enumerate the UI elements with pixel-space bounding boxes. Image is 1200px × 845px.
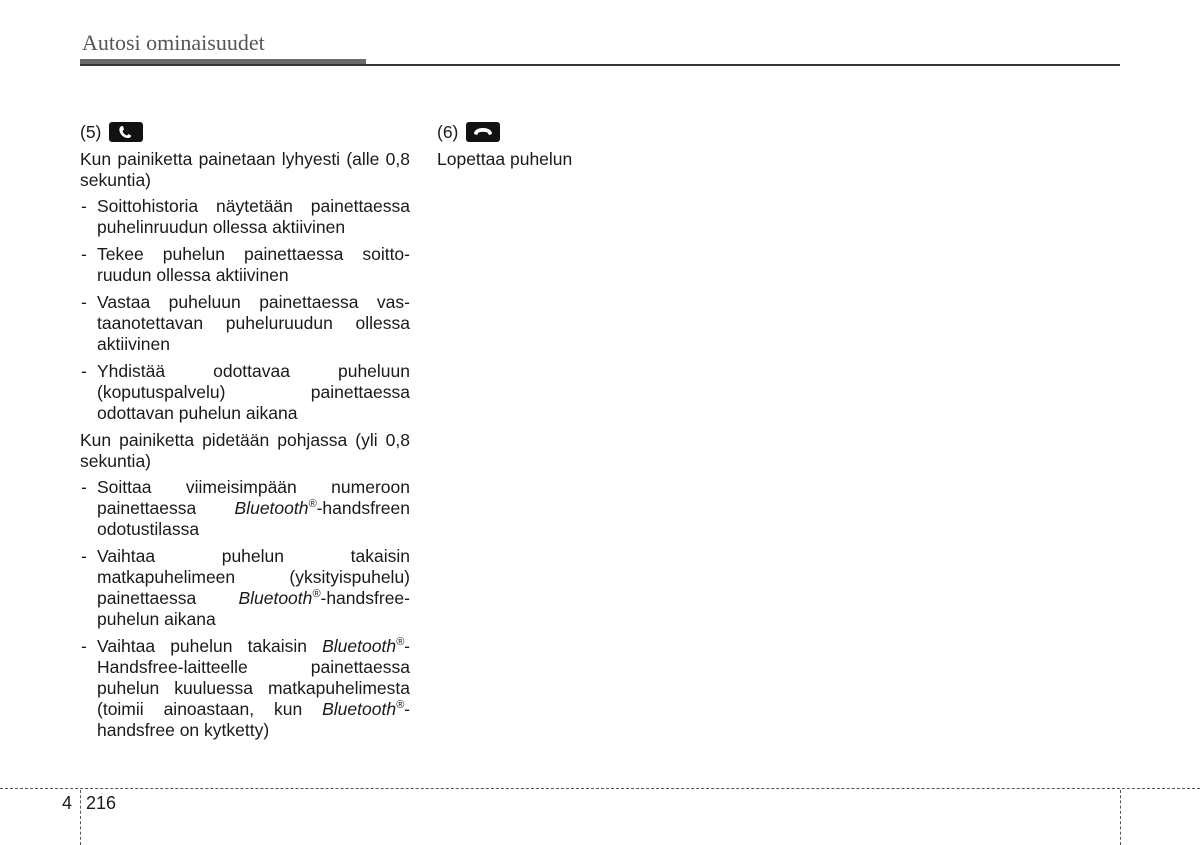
right-column xyxy=(437,120,767,175)
button-5-label: (5) xyxy=(80,121,102,142)
button-5-heading xyxy=(80,120,410,144)
long-press-heading: Kun painiketta pidetään pohjassa (yli 0,8 sekuntia) xyxy=(80,430,410,471)
list-item: - Vaihtaa puhelun takaisin matkapuhelimeen (yksityispuhelu) painettaessa Bluetooth®-handsfree-puhelun aikana xyxy=(80,546,410,630)
header-rule xyxy=(80,64,1120,66)
list-item: - Tekee puhelun painettaessa soitto-ruudun ollessa aktiivinen xyxy=(80,244,410,286)
brand-name: Bluetooth xyxy=(322,699,397,719)
phone-call-icon xyxy=(109,122,143,142)
footer-rule xyxy=(0,788,1200,789)
left-column xyxy=(80,120,410,747)
list-item: - Vastaa puheluun painettaessa vas-taanotettavan puheluruudun ollessa aktiivinen xyxy=(80,292,410,355)
button-6-label: (6) xyxy=(437,121,459,142)
button-6-heading xyxy=(437,120,767,144)
phone-hangup-icon xyxy=(466,122,500,142)
list-item: - Yhdistää odottavaa puheluun (koputuspalvelu) painettaessa odottavan puhelun aikana xyxy=(80,361,410,424)
short-press-list xyxy=(80,196,410,424)
list-item: - Vaihtaa puhelun takaisin Bluetooth®-Handsfree-laitteelle painettaessa puhelun kuuluessa matkapuhelimesta (toimii ainoastaan, kun Bluetooth®-handsfree on kytketty) xyxy=(80,636,410,741)
brand-name: Bluetooth xyxy=(238,588,313,608)
short-press-heading: Kun painiketta painetaan lyhyesti (alle 0,8 sekuntia) xyxy=(80,149,410,190)
list-item: - Soittaa viimeisimpään numeroon painettaessa Bluetooth®-handsfreen odotustilassa xyxy=(80,477,410,540)
crop-mark xyxy=(80,790,81,845)
crop-mark xyxy=(1120,790,1121,845)
brand-name: Bluetooth xyxy=(234,498,309,518)
page-header-title: Autosi ominaisuudet xyxy=(82,30,265,55)
brand-name: Bluetooth xyxy=(322,636,397,656)
page-number: 216 xyxy=(86,793,117,813)
list-item: - Soittohistoria näytetään painettaessa puhelinruudun ollessa aktiivinen xyxy=(80,196,410,238)
chapter-number: 4 xyxy=(62,793,73,813)
button-6-description: Lopettaa puhelun xyxy=(437,149,573,169)
long-press-list xyxy=(80,477,410,741)
